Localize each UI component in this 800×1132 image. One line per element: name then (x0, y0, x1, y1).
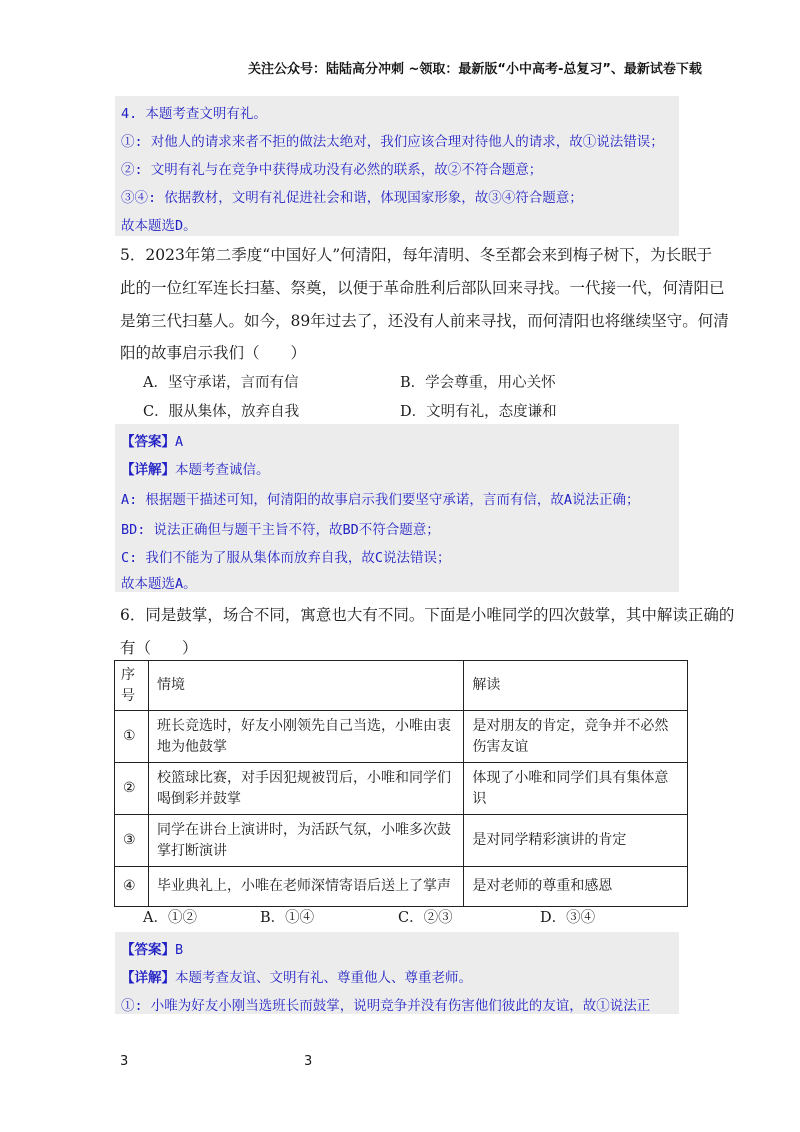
row-reading: 是对同学精彩演讲的肯定 (464, 815, 688, 867)
q5-stem-line-3: 是第三代扫墓人。如今，89年过去了，还没有人前来寻找，而何清阳也将继续坚守。何清 (120, 312, 729, 330)
q5-stem-line-2: 此的一位红军连长扫墓、祭奠，以便于革命胜利后部队回来寻找。一代接一代，何清阳已 (120, 279, 725, 297)
q4-line-3: ②: 文明有礼与在竞争中获得成功没有必然的联系，故②不符合题意； (121, 162, 543, 178)
row-situation: 校篮球比赛，对手因犯规被罚后，小唯和同学们喝倒彩并鼓掌 (148, 763, 463, 815)
q6-answer-block (115, 932, 679, 1014)
q5-line-a: A: 根据题干描述可知，何清阳的故事启示我们要坚守承诺，言而有信，故A说法正确； (121, 492, 640, 508)
q6-option-d: D．③④ (540, 910, 596, 926)
q5-option-c: C．服从集体，放弃自我 (143, 404, 300, 420)
table-row (115, 763, 688, 815)
q5-option-d: D．文明有礼，态度谦和 (400, 404, 557, 420)
q6-detail-line (121, 966, 472, 986)
q5-stem-line-1: 5．2023年第二季度“中国好人”何清阳，每年清明、冬至都会来到梅子树下，为长眠于 (120, 246, 713, 264)
q6-stem-line-2: 有（ ） (120, 639, 198, 657)
q5-detail-line (121, 458, 270, 478)
q6-line-1: ①: 小唯为好友小刚当选班长而鼓掌，说明竞争并没有伤害他们彼此的友谊，故①说法正 (121, 998, 651, 1014)
q4-line-2: ①: 对他人的请求来者不拒的做法太绝对，我们应该合理对待他人的请求，故①说法错误； (121, 134, 664, 150)
q5-line-c: C: 我们不能为了服从集体而放弃自我，故C说法错误； (121, 550, 451, 566)
detail-text: 本题考查友谊、文明有礼、尊重他人、尊重老师。 (175, 970, 472, 986)
table-row (115, 815, 688, 867)
row-no: ④ (115, 867, 149, 907)
detail-tag: 【详解】 (121, 970, 175, 986)
q6-option-c: C．②③ (398, 910, 453, 926)
footer-page-right: 3 (304, 1054, 313, 1069)
answer-value: B (175, 942, 184, 958)
q5-answer-line (121, 430, 183, 450)
q4-line-1: 4. 本题考查文明有礼。 (121, 106, 267, 122)
q5-option-a: A．坚守承诺，言而有信 (143, 375, 299, 391)
table-row (115, 867, 688, 907)
row-no: ③ (115, 815, 149, 867)
q5-stem-line-4: 阳的故事启示我们（ ） (120, 344, 307, 362)
header-reading: 解读 (464, 661, 688, 711)
detail-text: 本题考查诚信。 (175, 462, 270, 478)
row-situation: 同学在讲台上演讲时，为活跃气氛，小唯多次鼓掌打断演讲 (148, 815, 463, 867)
detail-tag: 【详解】 (121, 462, 175, 478)
answer-value: A (175, 434, 184, 450)
q5-answer-block (115, 424, 679, 592)
q4-line-4: ③④: 依据教材，文明有礼促进社会和谐，体现国家形象，故③④符合题意； (121, 190, 583, 206)
row-no: ① (115, 711, 149, 763)
table-row (115, 711, 688, 763)
q6-answer-line (121, 938, 183, 958)
q4-line-5: 故本题选D。 (121, 218, 197, 234)
page-header: 关注公众号：陆陆高分冲刺 ~领取：最新版“小中高考-总复习”、最新试卷下载 (248, 62, 702, 77)
footer-page-left: 3 (120, 1054, 129, 1069)
q5-option-b: B．学会尊重，用心关怀 (400, 375, 556, 391)
q5-line-bd: BD: 说法正确但与题干主旨不符，故BD不符合题意； (121, 522, 440, 538)
row-situation: 毕业典礼上，小唯在老师深情寄语后送上了掌声 (148, 867, 463, 907)
header-situation: 情境 (148, 661, 463, 711)
answer-tag: 【答案】 (121, 942, 175, 958)
q6-table (114, 660, 688, 907)
row-no: ② (115, 763, 149, 815)
q6-stem-line-1: 6．同是鼓掌，场合不同，寓意也大有不同。下面是小唯同学的四次鼓掌，其中解读正确的 (120, 606, 735, 624)
answer-tag: 【答案】 (121, 434, 175, 450)
q6-option-a: A．①② (143, 910, 197, 926)
row-situation: 班长竞选时，好友小刚领先自己当选，小唯由衷地为他鼓掌 (148, 711, 463, 763)
row-reading: 是对朋友的肯定，竞争并不必然伤害友谊 (464, 711, 688, 763)
q6-option-b: B．①④ (260, 910, 315, 926)
row-reading: 体现了小唯和同学们具有集体意识 (464, 763, 688, 815)
row-reading: 是对老师的尊重和感恩 (464, 867, 688, 907)
table-header-row (115, 661, 688, 711)
q4-answer-block (115, 96, 679, 236)
q5-line-conclusion: 故本题选A。 (121, 576, 197, 592)
header-no: 序号 (115, 661, 149, 711)
